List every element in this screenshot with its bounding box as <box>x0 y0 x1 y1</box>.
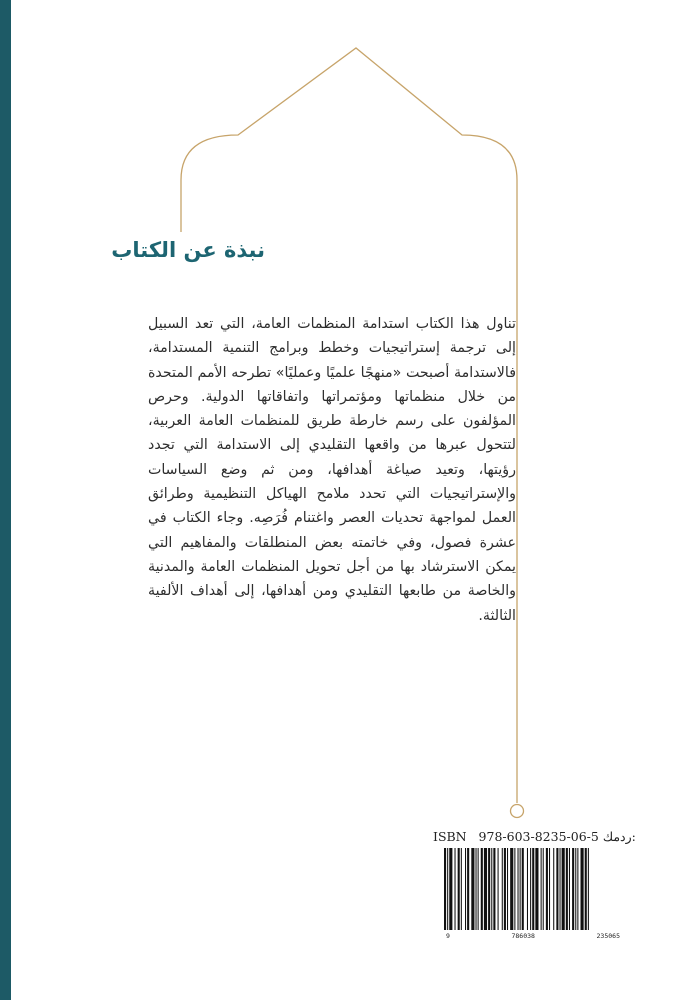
barcode-bar <box>493 848 495 930</box>
barcode-digits <box>440 932 626 940</box>
barcode-bar <box>575 848 576 930</box>
barcode-bar <box>502 848 503 930</box>
barcode-bar <box>478 848 479 930</box>
barcode-bar <box>549 848 550 930</box>
barcode-bar <box>476 848 477 930</box>
barcode-bar <box>553 848 554 930</box>
barcode-bar <box>491 848 492 930</box>
barcode-bar <box>522 848 524 930</box>
barcode-bar <box>543 848 544 930</box>
barcode-bar <box>585 848 587 930</box>
barcode-bar <box>507 848 508 930</box>
book-description: تناول هذا الكتاب استدامة المنظمات العامة، التي تعد السبيل إلى ترجمة إستراتيجيات وخطط وبرامج التنمية المستدامة، فالاستدامة أصبحت «منهجًا علميًا وعمليًا» تطرحه الأمم المتحدة من خلال منظماتها ومؤتمراتها واتفاقاتها الدولية. وحرص المؤلفون على رسم خارطة طريق للمنظمات العامة العربية، لتتحول عبرها من واقعها التقليدي إلى الاستدامة التي تجدد رؤيتها، وتعيد صياغة أهدافها، ومن ثم وضع السياسات والإستراتيجيات التي تحدد ملامح الهياكل التنظيمية وطرائق العمل لمواجهة تحديات العصر واغتنام فُرَصِه. وجاء الكتاب في عشرة فصول، وفي خاتمته بعض المنطلقات والمفاهيم التي يمكن الاسترشاد بها من أجل تحويل المنظمات العامة والمدنية والخاصة من طابعها التقليدي ومن أهدافها، إلى أهداف الألفية الثالثة. <box>148 316 516 624</box>
barcode-bar <box>447 848 448 930</box>
barcode-bar <box>484 848 487 930</box>
barcode-bar <box>588 848 589 930</box>
isbn-line <box>433 829 636 844</box>
barcode-bar <box>504 848 506 930</box>
barcode-bar <box>481 848 483 930</box>
arch-end-circle <box>511 805 524 818</box>
barcode-digit-group: 9 <box>446 932 450 940</box>
barcode-bar <box>556 848 558 930</box>
barcode-bar <box>527 848 528 930</box>
barcode-bar <box>488 848 490 930</box>
barcode-bar <box>569 848 570 930</box>
barcode-bars <box>444 848 589 930</box>
barcode-bar <box>532 848 534 930</box>
barcode-bar <box>572 848 574 930</box>
barcode-bar <box>518 848 519 930</box>
barcode-bar <box>461 848 462 930</box>
barcode-bar <box>546 848 548 930</box>
barcode-bar <box>562 848 565 930</box>
barcode <box>440 848 626 943</box>
barcode-bar <box>530 848 531 930</box>
barcode-bar <box>444 848 446 930</box>
isbn-label: ISBN <box>433 829 467 844</box>
barcode-bar <box>510 848 513 930</box>
barcode-bar <box>458 848 460 930</box>
barcode-bar <box>541 848 542 930</box>
barcode-bar <box>467 848 469 930</box>
barcode-bar <box>514 848 515 930</box>
barcode-bar <box>535 848 538 930</box>
barcode-digit-group: 786038 <box>511 932 535 940</box>
barcode-bar <box>465 848 466 930</box>
barcode-bar <box>560 848 561 930</box>
barcode-bar <box>566 848 568 930</box>
barcode-bar <box>520 848 521 930</box>
isbn-number: 978-603-8235-06-5 <box>478 829 599 844</box>
barcode-bar <box>471 848 474 930</box>
barcode-bar <box>577 848 578 930</box>
barcode-bar <box>498 848 499 930</box>
barcode-digit-group: 235065 <box>596 932 620 940</box>
barcode-bar <box>581 848 584 930</box>
section-heading: نبذة عن الكتاب <box>111 238 265 262</box>
isbn-label-arabic: ردمك: <box>602 829 636 844</box>
barcode-bar <box>455 848 456 930</box>
barcode-bar <box>449 848 452 930</box>
